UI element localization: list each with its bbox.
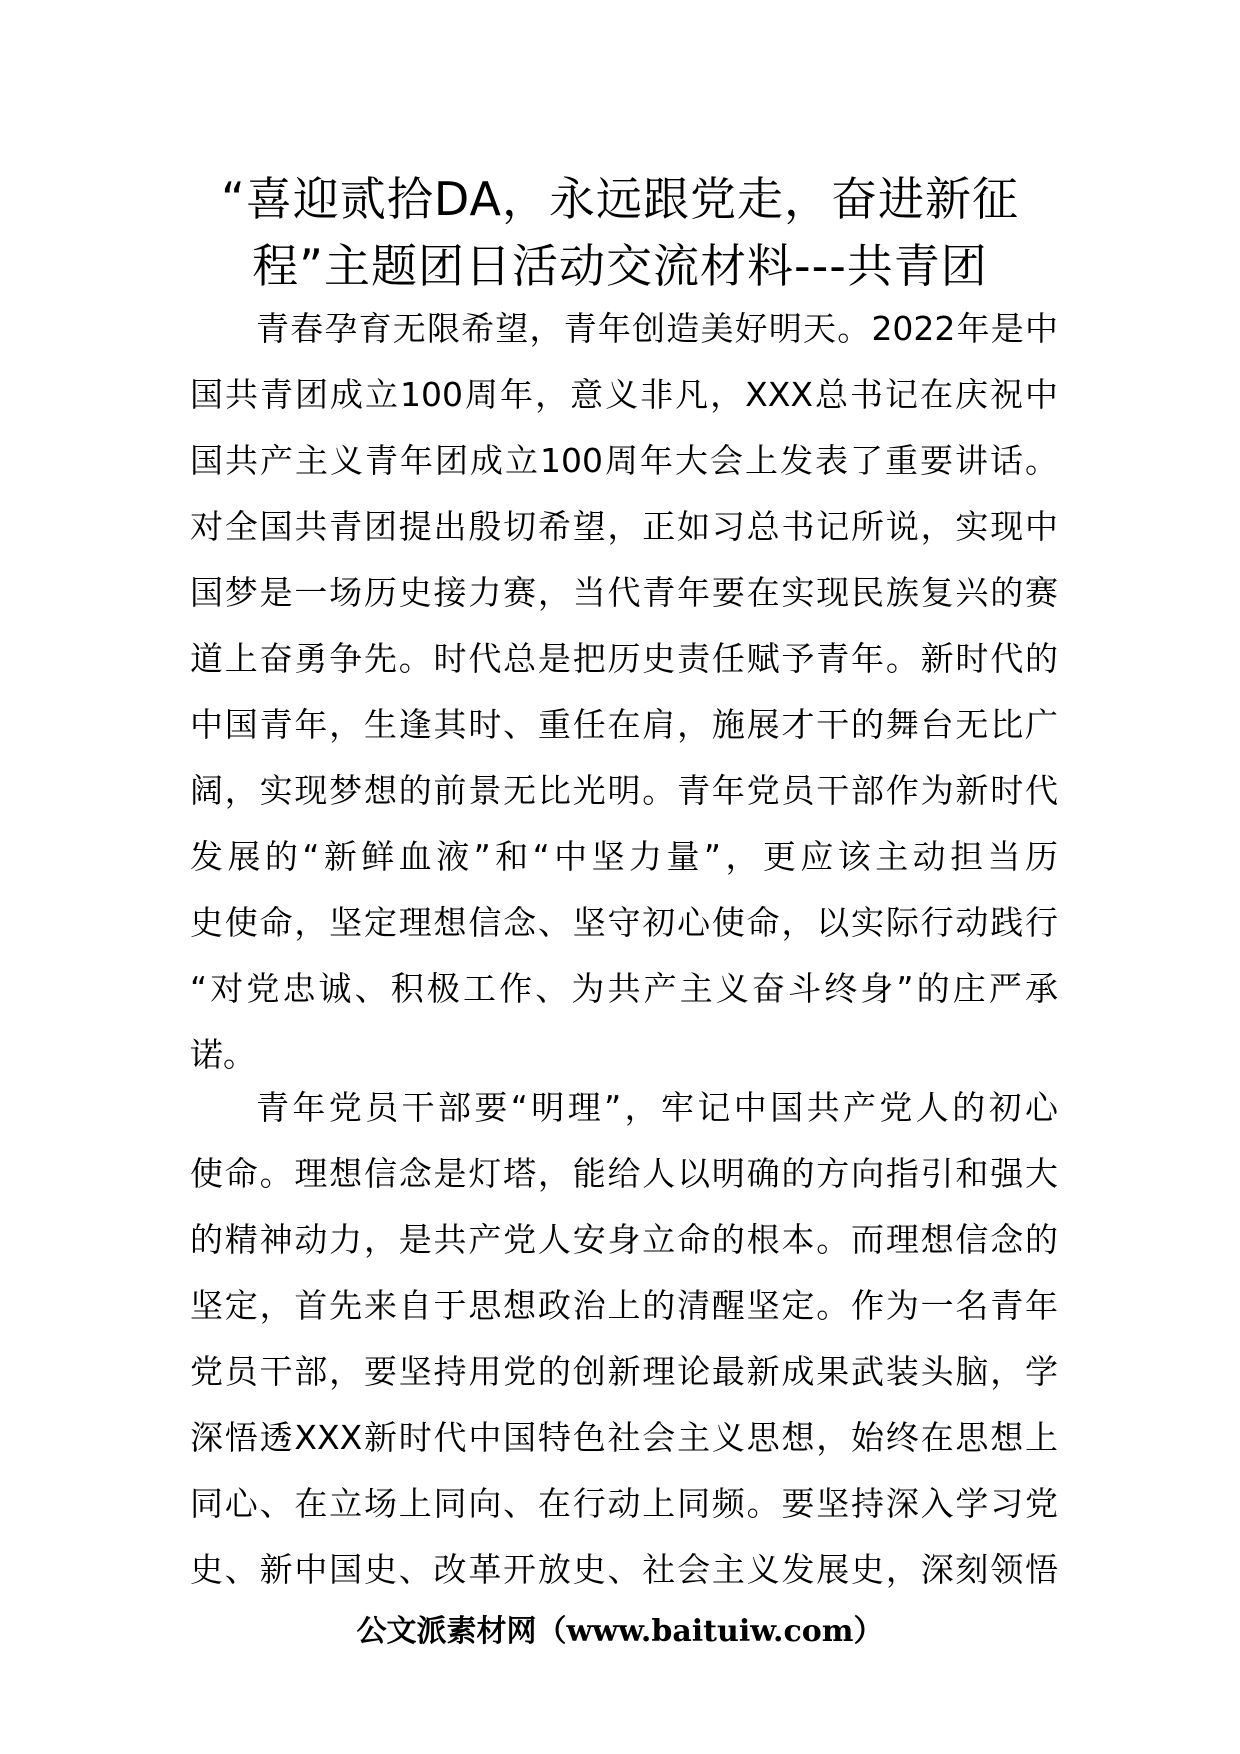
paragraph-line: 国共青团成立100周年，意义非凡，XXX总书记在庆祝中 bbox=[190, 375, 1058, 414]
paragraph-2 bbox=[190, 1075, 1058, 1603]
title-line-1: “喜迎贰拾DA，永远跟党走，奋进新征 bbox=[221, 172, 1019, 226]
document-title bbox=[150, 166, 1090, 300]
paragraph-line: 阔，实现梦想的前景无比光明。青年党员干部作为新时代 bbox=[190, 771, 1058, 810]
paragraph-line: 深悟透XXX新时代中国特色社会主义思想，始终在思想上 bbox=[190, 1418, 1058, 1457]
paragraph-line: 国共产主义青年团成立100周年大会上发表了重要讲话。 bbox=[190, 441, 1058, 480]
paragraph-line: 中国青年，生逢其时、重任在肩，施展才干的舞台无比广 bbox=[190, 705, 1058, 744]
paragraph-line: 党员干部，要坚持用党的创新理论最新成果武装头脑，学 bbox=[190, 1352, 1058, 1391]
paragraph-line: 坚定，首先来自于思想政治上的清醒坚定。作为一名青年 bbox=[190, 1286, 1058, 1325]
paragraph-line: 对全国共青团提出殷切希望，正如习总书记所说，实现中 bbox=[190, 507, 1058, 546]
paragraph-line: 道上奋勇争先。时代总是把历史责任赋予青年。新时代的 bbox=[190, 639, 1058, 678]
paragraph-line: 的精神动力，是共产党人安身立命的根本。而理想信念的 bbox=[190, 1220, 1058, 1259]
paragraph-line: 史、新中国史、改革开放史、社会主义发展史，深刻领悟 bbox=[190, 1550, 1058, 1589]
paragraph-line: 国梦是一场历史接力赛，当代青年要在实现民族复兴的赛 bbox=[190, 573, 1058, 612]
paragraph-line: 青春孕育无限希望，青年创造美好明天。2022年是中 bbox=[256, 309, 1058, 348]
paragraph-line: 同心、在立场上同向、在行动上同频。要坚持深入学习党 bbox=[190, 1484, 1058, 1523]
paragraph-1 bbox=[190, 296, 1058, 1088]
paragraph-line: “对党忠诚、积极工作、为共产主义奋斗终身”的庄严承 bbox=[190, 969, 1058, 1008]
paragraph-line: 史使命，坚定理想信念、坚守初心使命，以实际行动践行 bbox=[190, 903, 1058, 942]
paragraph-line: 青年党员干部要“明理”，牢记中国共产党人的初心 bbox=[256, 1088, 1058, 1127]
paragraph-line: 使命。理想信念是灯塔，能给人以明确的方向指引和强大 bbox=[190, 1154, 1058, 1193]
paragraph-line: 诺。 bbox=[190, 1035, 256, 1074]
title-line-2: 程”主题团日活动交流材料---共青团 bbox=[252, 239, 988, 293]
footer-watermark: 公文派素材网（www.baituiw.com） bbox=[356, 1614, 884, 1649]
paragraph-line: 发展的“新鲜血液”和“中坚力量”，更应该主动担当历 bbox=[190, 837, 1058, 876]
